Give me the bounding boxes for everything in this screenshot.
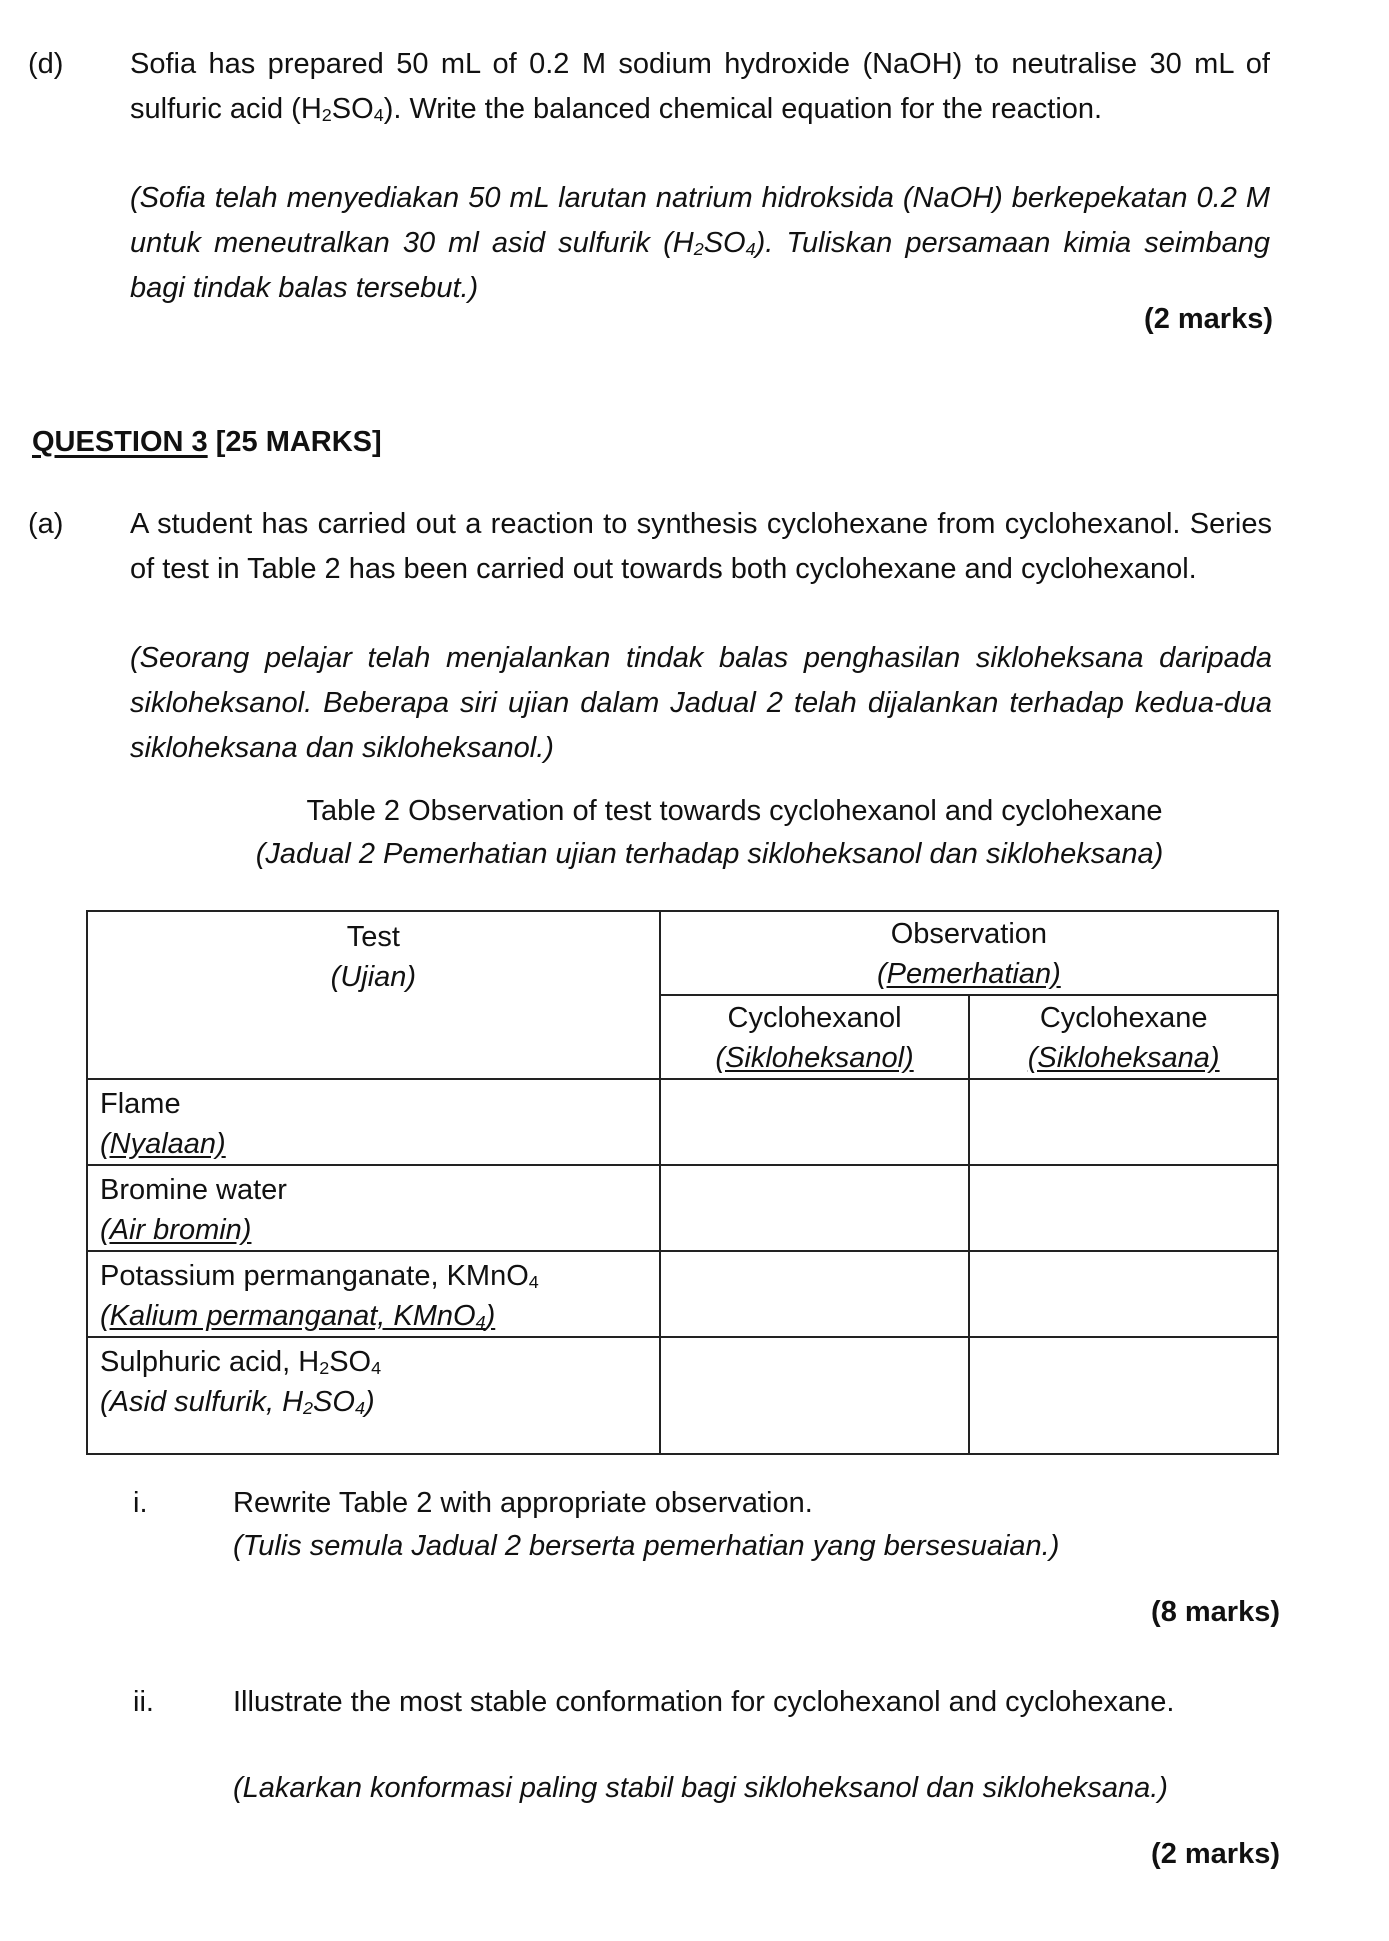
header-test: Test bbox=[346, 921, 400, 953]
table-caption-en: Table 2 Observation of test towards cyclohexanol and cyclohexane bbox=[306, 795, 1163, 827]
header-test-ms: (Ujian) bbox=[330, 961, 417, 993]
question-heading bbox=[32, 426, 382, 459]
observation-cell-cyclohexanol bbox=[660, 1165, 970, 1251]
header-cyclohexanol-ms: (Sikloheksanol) bbox=[715, 1042, 914, 1074]
header-cyclohexane-cell bbox=[969, 995, 1278, 1079]
part-a-text-en: A student has carried out a reaction to synthesis cyclohexane from cyclohexanol. Series of test in Table 2 has been carried out towards both cyclohexane and cyclohexanol. bbox=[130, 508, 1272, 585]
header-observation: Observation bbox=[890, 918, 1048, 950]
sub-i-label: i. bbox=[133, 1487, 148, 1519]
sub-ii-text-en: Illustrate the most stable conformation for cyclohexanol and cyclohexane. bbox=[233, 1686, 1175, 1718]
sub-ii-label: ii. bbox=[133, 1686, 154, 1718]
header-cyclohexane: Cyclohexane bbox=[1039, 1002, 1208, 1034]
header-observation-ms: (Pemerhatian) bbox=[877, 958, 1061, 990]
header-cyclohexanol: Cyclohexanol bbox=[727, 1002, 902, 1034]
part-d-marks: (2 marks) bbox=[1144, 303, 1273, 335]
table-row bbox=[87, 1251, 1278, 1337]
sub-i-text-en: Rewrite Table 2 with appropriate observation. bbox=[233, 1487, 813, 1519]
sub-ii-text-ms: (Lakarkan konformasi paling stabil bagi sikloheksanol dan sikloheksana.) bbox=[233, 1772, 1168, 1804]
part-d-label: (d) bbox=[28, 48, 64, 80]
part-d-text-ms: (Sofia telah menyediakan 50 mL larutan natrium hidroksida (NaOH) berkepekatan 0.2 M untuk meneutralkan 30 ml asid sulfurik $(H_2SO_4)$. Tuliskan persamaan kimia seimbang bagi tindak balas tersebut.) bbox=[130, 182, 1271, 304]
observation-cell-cyclohexane bbox=[969, 1165, 1278, 1251]
test-cell-flame: Flame (Nyalaan) bbox=[87, 1079, 660, 1165]
observation-cell-cyclohexanol bbox=[660, 1079, 970, 1165]
header-cyclohexanol-cell bbox=[660, 995, 970, 1079]
observation-cell-cyclohexane bbox=[969, 1337, 1278, 1454]
observation-cell-cyclohexanol bbox=[660, 1251, 970, 1337]
observation-cell-cyclohexane bbox=[969, 1079, 1278, 1165]
sub-ii-marks: (2 marks) bbox=[1151, 1838, 1280, 1870]
test-cell-kmno4: Potassium permanganate, KMnO$_4$ (Kalium permanganat, KMnO$_4$) bbox=[87, 1251, 660, 1337]
observation-cell-cyclohexanol bbox=[660, 1337, 970, 1454]
observation-cell-cyclohexane bbox=[969, 1251, 1278, 1337]
header-observation-cell bbox=[660, 911, 1278, 995]
header-test-cell bbox=[87, 911, 660, 1079]
table-row bbox=[87, 1337, 1278, 1454]
part-a-label: (a) bbox=[28, 508, 64, 540]
sub-i-marks: (8 marks) bbox=[1151, 1596, 1280, 1628]
test-cell-bromine: Bromine water (Air bromin) bbox=[87, 1165, 660, 1251]
header-cyclohexane-ms: (Sikloheksana) bbox=[1027, 1042, 1220, 1074]
table-row bbox=[87, 1079, 1278, 1165]
sub-i-text-ms: (Tulis semula Jadual 2 berserta pemerhatian yang bersesuaian.) bbox=[233, 1530, 1060, 1562]
table-caption-ms: (Jadual 2 Pemerhatian ujian terhadap sikloheksanol dan sikloheksana) bbox=[255, 838, 1164, 870]
question-total-marks: [25 MARKS] bbox=[215, 426, 382, 458]
part-a-text-ms: (Seorang pelajar telah menjalankan tindak balas penghasilan sikloheksana daripada sikloheksanol. Beberapa siri ujian dalam Jadual 2 telah dijalankan terhadap kedua-dua sikloheksana dan sikloheksanol.) bbox=[130, 642, 1272, 764]
test-cell-h2so4: Sulphuric acid, $H_2SO_4$ (Asid sulfurik, $H_2SO_4$) bbox=[87, 1337, 660, 1454]
observation-table bbox=[86, 910, 1279, 1455]
part-d-text-en: Sofia has prepared 50 mL of 0.2 M sodium hydroxide (NaOH) to neutralise 30 mL of sulfuric acid $(H_2SO_4)$. Write the balanced chemical equation for the reaction. bbox=[130, 48, 1270, 126]
table-row bbox=[87, 1165, 1278, 1251]
question-number: QUESTION 3 bbox=[32, 426, 208, 458]
